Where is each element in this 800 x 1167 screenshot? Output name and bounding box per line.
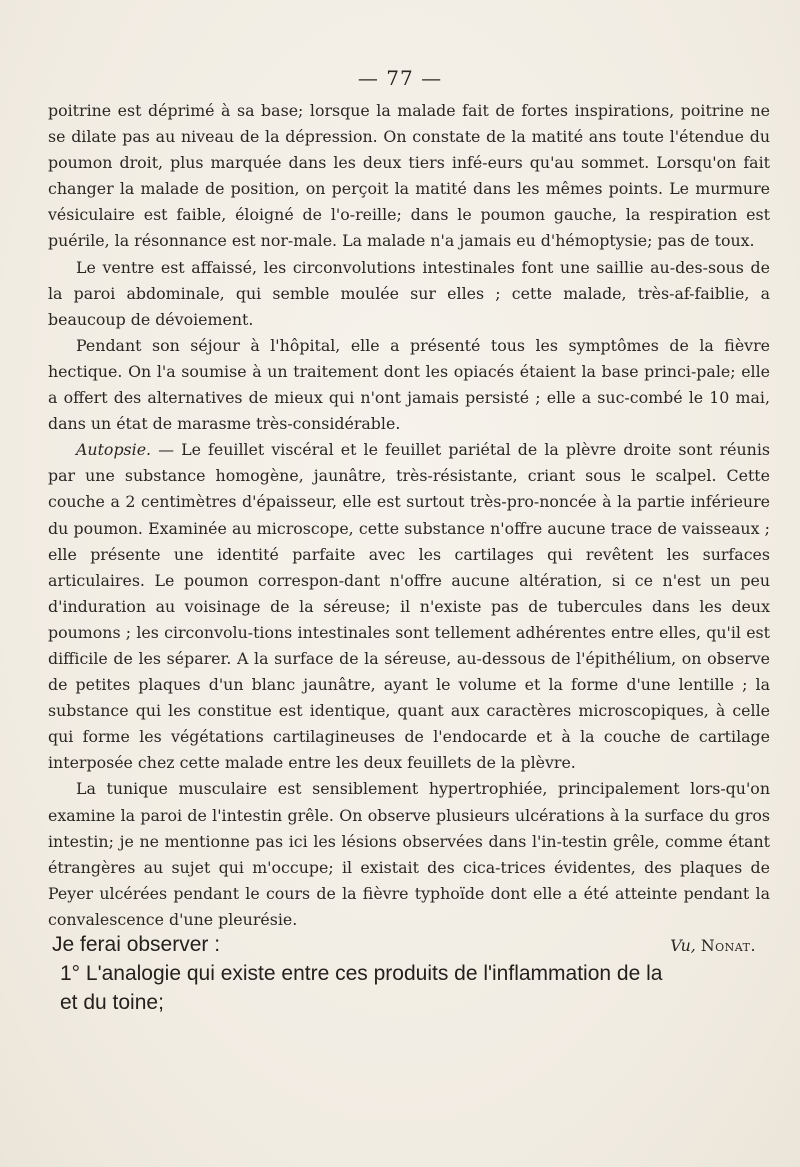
body-text [48, 98, 770, 959]
paragraph-symptoms: poitrine est déprimé à sa base; lorsque la malade fait de fortes inspirations, poitrine ne se dilate pas au niveau de la dépression. On constate de la matité ans toute l'étendue du poumon droit, plus marquée dans les deux tiers infé-eurs qu'au sommet. Lorsqu'on fait changer la malade de position, on perçoit la matité dans les mêmes points. Le murmure vésiculaire est faible, éloigné de l'o-reille; dans le poumon gauche, la respiration est puérile, la résonnance est nor-male. La malade n'a jamais eu d'hémoptysie; pas de toux. [48, 101, 770, 251]
paragraph-closing: La tunique musculaire est sensiblement hypertrophiée, principalement lors-qu'on examine la paroi de l'intestin grêle. On observe plusieurs ulcérations à la surface du gros intestin; je ne mentionne pas ici les lésions observées dans l'in-testin grêle, comme étant étrangères au sujet qui m'occupe; il existait des cica-trices évidentes, des plaques de Peyer ulcérées pendant le cours de la fièvre typhoïde dont elle a été atteinte pendant la convalescence d'une pleurésie. [48, 779, 770, 929]
observations-intro: Je ferai observer : [52, 933, 221, 956]
paragraph-treatment: Pendant son séjour à l'hôpital, elle a présenté tous les symptômes de la fièvre hectique. On l'a soumise à un traitement dont les opiacés étaient la base princi-pale; elle a offert des alternatives de mieux qui n'ont jamais persisté ; elle a suc-combé le 10 mai, dans un état de marasme très-considérable. [48, 335, 770, 434]
paragraph-abdomen: Le ventre est affaissé, les circonvolutions intestinales font une saillie au-des-sous de la paroi abdominale, qui semble moulée sur elles ; cette malade, très-af-faiblie, a beaucoup de dévoiement. [48, 257, 770, 329]
observation-item-1: 1° L'analogie qui existe entre ces produits de l'inflammation de la [60, 962, 663, 985]
observation-item-1-continued: et du toine; [60, 991, 164, 1014]
paragraph-autopsy [48, 437, 770, 776]
observations-block [48, 930, 770, 1017]
page-number: — 77 — [357, 66, 443, 90]
signature-vu: Vu, [670, 936, 696, 955]
autopsy-text: — Le feuillet viscéral et le feuillet pariétal de la plèvre droite sont réunis par une substance homogène, jaunâtre, très-résistante, criant sous le scalpel. Cette couche a 2 centimètres d'épaisseur, elle est surtout très-pro-noncée à la partie inférieure du poumon. Examinée au microscope, cette substance n'offre aucune trace de vaisseaux ; elle présente une identité parfaite avec les cartilages qui revêtent les surfaces articulaires. Le poumon correspon-dant n'offre aucune altération, si ce n'est un peu d'induration au voisinage de la séreuse; il n'existe pas de tubercules dans les deux poumons ; les circonvolu-tions intestinales sont tellement adhérentes entre elles, qu'il est difficile de les séparer. A la surface de la séreuse, au-dessous de l'épithélium, on observe de petites plaques d'un blanc jaunâtre, ayant le volume et la forme d'une lentille ; la substance qui les constitue est identique, quant aux caractères microscopiques, à celle qui forme les végétations cartilagineuses de l'endocarde et à la couche de cartilage interposée chez cette malade entre les deux feuillets de la plèvre. [48, 440, 770, 773]
signature-name: Nonat. [700, 936, 756, 955]
autopsy-label: Autopsie. [76, 440, 152, 460]
